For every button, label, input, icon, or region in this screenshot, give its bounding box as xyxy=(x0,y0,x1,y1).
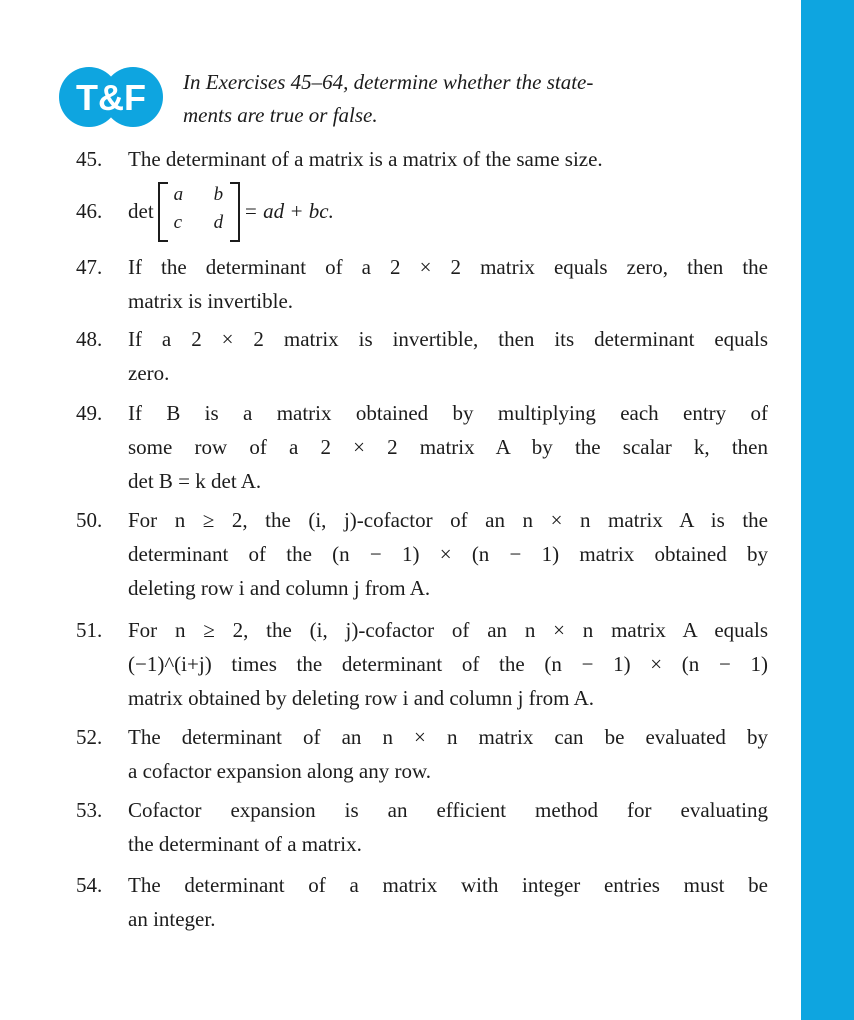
exercise-text-line: (−1)^(i+j) times the determinant of the (n − 1) × (n − 1) xyxy=(128,652,768,676)
exercise-number: 51. xyxy=(76,618,103,642)
matrix-entry-d: d xyxy=(213,212,224,233)
intro-line-2: ments are true or false. xyxy=(183,103,378,127)
exercise-number: 53. xyxy=(76,798,103,822)
exercise-text-line: an integer. xyxy=(128,907,216,931)
exercise-number: 49. xyxy=(76,401,103,425)
exercise-number: 50. xyxy=(76,508,103,532)
matrix-2x2 xyxy=(158,182,240,240)
matrix-entry-c: c xyxy=(173,212,183,233)
true-false-badge-icon xyxy=(58,66,164,128)
det-rhs: = ad + bc. xyxy=(243,198,334,223)
exercise-text-line: Cofactor expansion is an efficient method for evaluating xyxy=(128,798,768,822)
exercise-number: 54. xyxy=(76,873,103,897)
sidebar-stripe xyxy=(801,0,854,1020)
det-label: det xyxy=(128,198,154,223)
exercise-text-line: The determinant of a matrix is a matrix of the same size. xyxy=(128,147,603,171)
exercise-number: 46. xyxy=(76,199,103,223)
exercise-number: 48. xyxy=(76,327,103,351)
exercise-instructions xyxy=(183,66,783,132)
exercise-text-line: the determinant of a matrix. xyxy=(128,832,362,856)
matrix-entry-a: a xyxy=(173,184,184,205)
exercise-number: 45. xyxy=(76,147,103,171)
exercise-text-line: If a 2 × 2 matrix is invertible, then its determinant equals xyxy=(128,327,768,351)
exercise-text-line: If the determinant of a 2 × 2 matrix equals zero, then the xyxy=(128,255,768,279)
exercise-number: 52. xyxy=(76,725,103,749)
exercise-text-line: deleting row i and column j from A. xyxy=(128,576,431,600)
badge-label: T&F xyxy=(76,77,146,118)
exercise-text-line: matrix is invertible. xyxy=(128,289,294,313)
exercise-text-line: some row of a 2 × 2 matrix A by the scalar k, then xyxy=(128,435,768,459)
exercise-text-line: a cofactor expansion along any row. xyxy=(128,759,432,783)
exercise-text-line: det B = k det A. xyxy=(128,469,262,493)
intro-line-1: In Exercises 45–64, determine whether the state- xyxy=(183,70,594,94)
matrix-entry-b: b xyxy=(213,184,224,205)
exercise-text-line: zero. xyxy=(128,361,170,385)
exercise-text-line: determinant of the (n − 1) × (n − 1) matrix obtained by xyxy=(128,542,768,566)
exercise-number: 47. xyxy=(76,255,103,279)
exercise-text-line: The determinant of an n × n matrix can be evaluated by xyxy=(128,725,768,749)
exercise-text-line: The determinant of a matrix with integer entries must be xyxy=(128,873,768,897)
exercise-text-line: For n ≥ 2, the (i, j)-cofactor of an n × n matrix A is the xyxy=(128,508,768,532)
exercise-text-line: For n ≥ 2, the (i, j)-cofactor of an n × n matrix A equals xyxy=(128,618,768,642)
exercise-text-line: If B is a matrix obtained by multiplying each entry of xyxy=(128,401,768,425)
exercise-text-line: matrix obtained by deleting row i and column j from A. xyxy=(128,686,594,710)
